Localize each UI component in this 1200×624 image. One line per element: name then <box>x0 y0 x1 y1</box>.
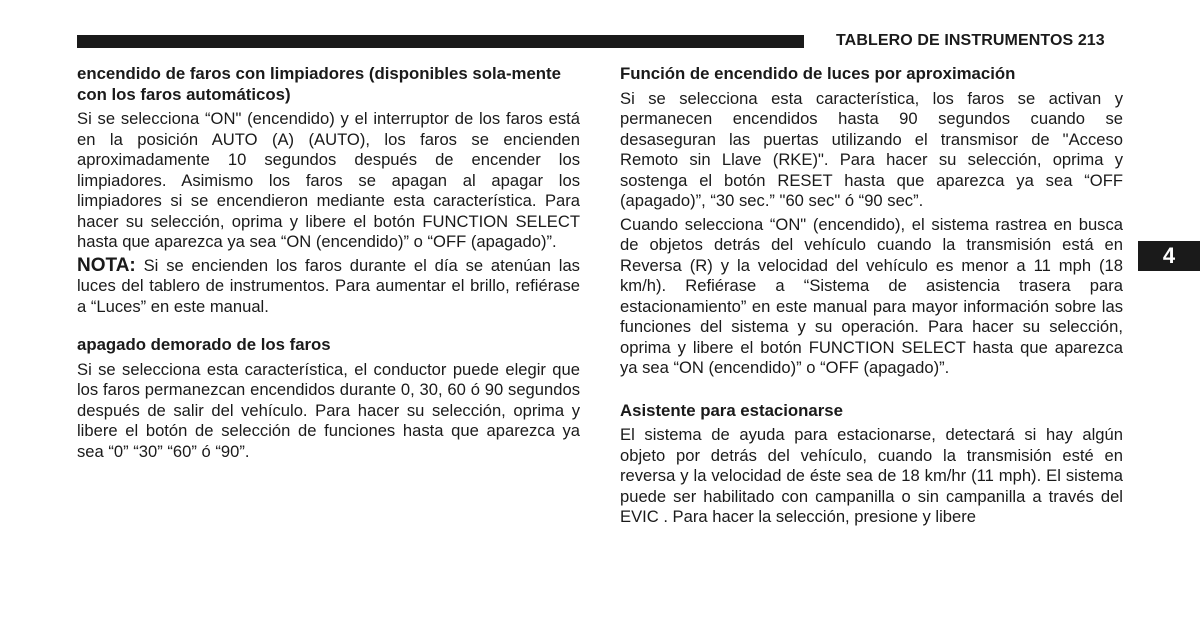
chapter-tab: 4 <box>1138 241 1200 271</box>
section-body-approach-lights-on: Cuando selecciona “ON" (encendido), el sistema rastrea en busca de objetos detrás del vehículo cuando la transmisión está en Reversa (R) y la velocidad del vehículo es menor a 11 mph (18 km/h). Refiérase a “Sistema de asistencia trasera para estacionamiento” en este manual para mayor información sobre las funciones del sistema y su operación. Para hacer su selección, oprima y libere el botón FUNCTION SELECT hasta que aparezca ya sea “ON (encendido)” o “OFF (apagado)”. <box>620 214 1123 377</box>
section-body-park-assist: El sistema de ayuda para estacionarse, detectará si hay algún objeto por detrás del vehículo, cuando la transmisión esté en reversa y la velocidad de éste sea de 18 km/hr (11 mph). El sistema puede ser habilitado con campanilla o sin campanilla a través del EVIC . Para hacer la selección, presione y libere <box>620 425 1123 526</box>
section-heading-headlight-delay: apagado demorado de los faros <box>77 335 331 354</box>
note-paragraph <box>77 256 580 318</box>
header-rule <box>77 35 804 48</box>
section-body-approach-lights: Si se selecciona esta característica, los faros se activan y permanecen encendidos hasta 90 segundos cuando se desaseguran las puertas utilizando el transmisor de "Acceso Remoto sin Llave (RKE)". Para hacer su selección, oprima y sostenga el botón RESET hasta que aparezca ya sea “OFF (apagado)”, “30 sec.” "60 sec" ó “90 sec”. <box>620 88 1123 210</box>
section-heading-approach-lights: Función de encendido de luces por aproximación <box>620 64 1016 83</box>
right-column <box>620 64 1123 528</box>
note-text: Si se encienden los faros durante el día se atenúan las luces del tablero de instrumentos. Para aumentar el brillo, refiérase a “Luces” en este manual. <box>77 255 580 316</box>
page-header-title: TABLERO DE INSTRUMENTOS 213 <box>836 32 1105 49</box>
section-body-wiper-headlights: Si se selecciona “ON" (encendido) y el interruptor de los faros está en la posición AUTO (A) (AUTO), los faros se encienden aproximadamente 10 segundos después de encender los limpiadores. Asimismo los faros se apagan al apagar los limpiadores si se encendieron mediante esta característica. Para hacer su selección, oprima y libere el botón FUNCTION SELECT hasta que aparezca ya sea “ON (encendido)” o “OFF (apagado)”. <box>77 109 580 251</box>
note-label: NOTA: <box>77 254 136 276</box>
section-heading-wiper-headlights: encendido de faros con limpiadores (disponibles sola-mente con los faros automáticos) <box>77 64 561 104</box>
section-body-headlight-delay: Si se selecciona esta característica, el conductor puede elegir que los faros permanezcan encendidos durante 0, 30, 60 ó 90 segundos después de salir del vehículo. Para hacer su selección, oprima y libere el botón de selección de funciones hasta que aparezca ya sea “0” “30” “60” ó “90”. <box>77 359 580 461</box>
section-heading-park-assist: Asistente para estacionarse <box>620 400 843 420</box>
left-column <box>77 64 580 462</box>
